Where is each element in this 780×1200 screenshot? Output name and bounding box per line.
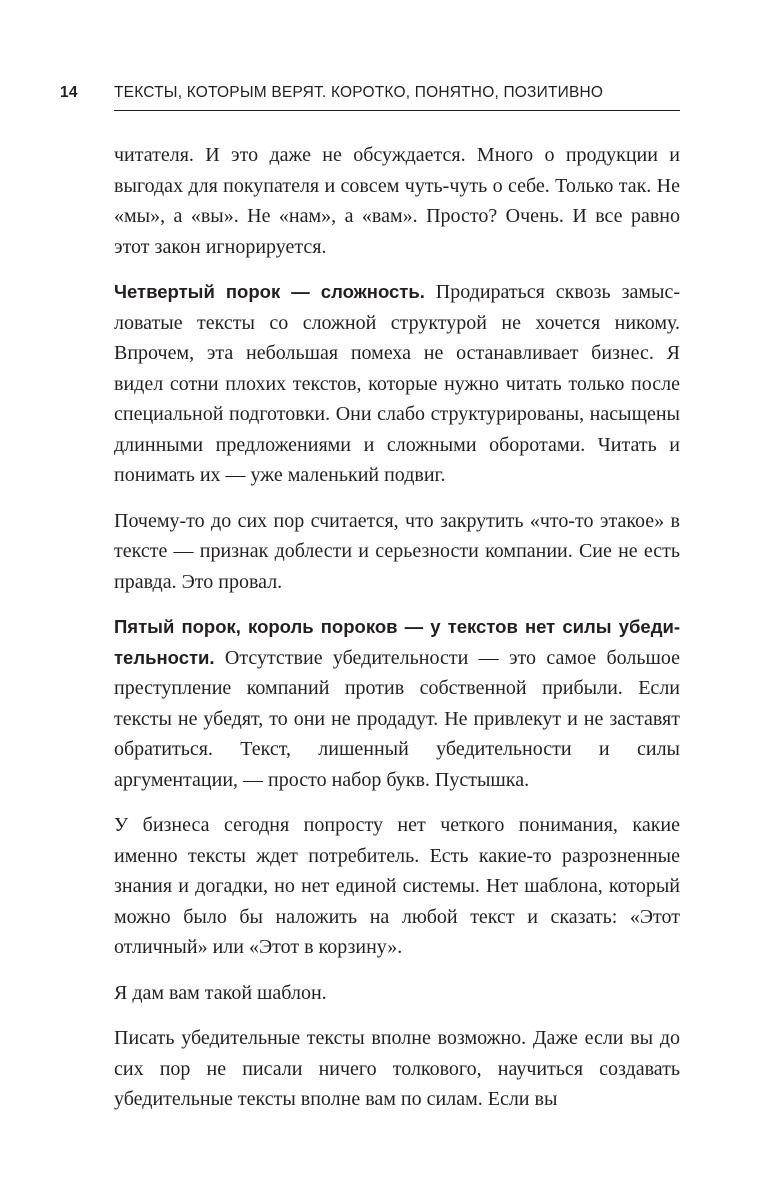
paragraph bbox=[114, 140, 680, 262]
paragraph bbox=[114, 978, 680, 1009]
paragraph-text: Я дам вам такой шаблон. bbox=[114, 981, 327, 1004]
running-header bbox=[60, 84, 680, 110]
paragraph-text: Отсутствие убедительности — это самое большое преступление компаний против собственной прибыли. Если тексты не убедят, то они не продадут. Не привлекут и не заставят обратиться. Текст, лишенный убедительности и силы аргументации, — просто набор букв. Пустышка. bbox=[114, 646, 680, 791]
body-text bbox=[114, 140, 680, 1130]
paragraph bbox=[114, 1023, 680, 1115]
paragraph-lead: Пятый порок, король пороков — у текстов нет силы убедительности. bbox=[114, 616, 680, 668]
paragraph bbox=[114, 277, 680, 491]
paragraph bbox=[114, 506, 680, 598]
page-number: 14 bbox=[60, 84, 78, 101]
paragraph-text: У бизнеса сегодня попросту нет четкого понимания, какие именно тексты ждет потребитель. Есть какие-то разрозненные знания и догадки, но нет единой системы. Нет шаблона, который можно было бы наложить на любой текст и сказать: «Этот отличный» или «Этот в корзину». bbox=[114, 814, 680, 958]
paragraph-lead: Четвертый порок — сложность. bbox=[114, 281, 425, 302]
paragraph-text: Продираться сквозь замысловатые тексты со сложной структурой не хочется никому. Впрочем, эта небольшая помеха не останавливает бизнес. Я видел сотни плохих текстов, которые нужно читать только после специальной подготовки. Они слабо структурированы, насыщены длинными предложениями и сложными оборотами. Читать и понимать их — уже маленький подвиг. bbox=[114, 281, 680, 486]
header-rule bbox=[114, 110, 680, 111]
paragraph bbox=[114, 810, 680, 963]
paragraph bbox=[114, 612, 680, 795]
paragraph-text: Почему-то до сих пор считается, что закрутить «что-то этакое» в тексте — признак доблести и серьезности компании. Сие не есть правда. Это провал. bbox=[114, 509, 680, 593]
running-title: ТЕКСТЫ, КОТОРЫМ ВЕРЯТ. КОРОТКО, ПОНЯТНО, ПОЗИТИВНО bbox=[114, 84, 604, 101]
paragraph-text: читателя. И это даже не обсуждается. Много о продукции и выгодах для покупателя и совсем чуть-чуть о себе. Только так. Не «мы», а «вы». Не «нам», а «вам». Просто? Очень. И все равно этот закон игнорируется. bbox=[114, 144, 680, 258]
paragraph-text: Писать убедительные тексты вполне возможно. Даже если вы до сих пор не писали ничего толкового, научиться создавать убедительные тексты вполне вам по силам. Если вы bbox=[114, 1027, 680, 1110]
